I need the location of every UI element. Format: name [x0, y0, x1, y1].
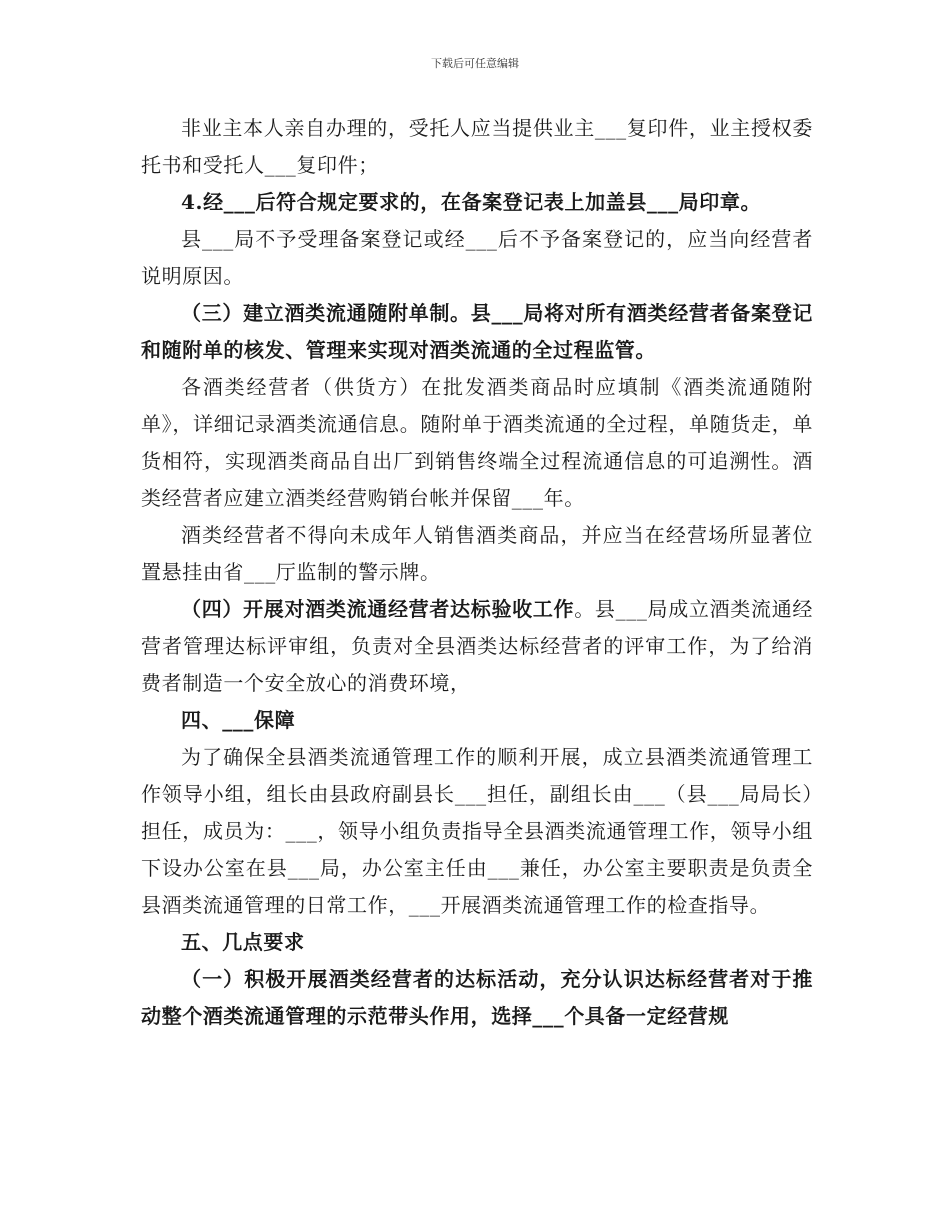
- paragraph-2: 4.经___后符合规定要求的，在备案登记表上加盖县___局印章。: [181, 190, 762, 214]
- paragraph-1: 非业主本人亲自办理的，受托人应当提供业主___复印件，业主授权委托书和受托人___复印件；: [141, 116, 813, 177]
- paragraph-7-body: 。县___局成立酒类流通经营者管理达标评审组，负责对全县酒类达标经营者的评审工作，为了给消费者制造一个安全放心的消费环境，: [141, 597, 813, 695]
- paragraph-7: [141, 591, 813, 702]
- paragraph-6: 酒类经营者不得向未成年人销售酒类商品，并应当在经营场所显著位置悬挂由省___厅监制的警示牌。: [141, 523, 813, 584]
- paragraph-7-heading: （四）开展对酒类流通经营者达标验收工作: [181, 597, 575, 621]
- paragraph-9: 为了确保全县酒类流通管理工作的顺利开展，成立县酒类流通管理工作领导小组，组长由县政府副县长___担任，副组长由___（县___局局长）担任，成员为：___，领导小组负责指导全县酒类流通管理工作，领导小组下设办公室在县___局，办公室主任由___兼任，办公室主要职责是负责全县酒类流通管理的日常工作，___开展酒类流通管理工作的检查指导。: [141, 745, 813, 917]
- section-heading-5: 五、几点要求: [181, 930, 305, 954]
- page-header: 下载后可任意编辑: [431, 57, 519, 70]
- paragraph-3: 县___局不予受理备案登记或经___后不予备案登记的，应当向经营者说明原因。: [141, 227, 813, 288]
- section-heading-4: 四、___保障: [181, 708, 296, 732]
- document-body: [141, 110, 813, 1035]
- paragraph-11: （一）积极开展酒类经营者的达标活动，充分认识达标经营者对于推动整个酒类流通管理的示范带头作用，选择___个具备一定经营规: [141, 967, 813, 1028]
- paragraph-4: （三）建立酒类流通随附单制。县___局将对所有酒类经营者备案登记和随附单的核发、管理来实现对酒类流通的全过程监管。: [141, 301, 813, 362]
- paragraph-5: 各酒类经营者（供货方）在批发酒类商品时应填制《酒类流通随附单》，详细记录酒类流通信息。随附单于酒类流通的全过程，单随货走，单货相符，实现酒类商品自出厂到销售终端全过程流通信息的可追溯性。酒类经营者应建立酒类经营购销台帐并保留___年。: [141, 375, 813, 510]
